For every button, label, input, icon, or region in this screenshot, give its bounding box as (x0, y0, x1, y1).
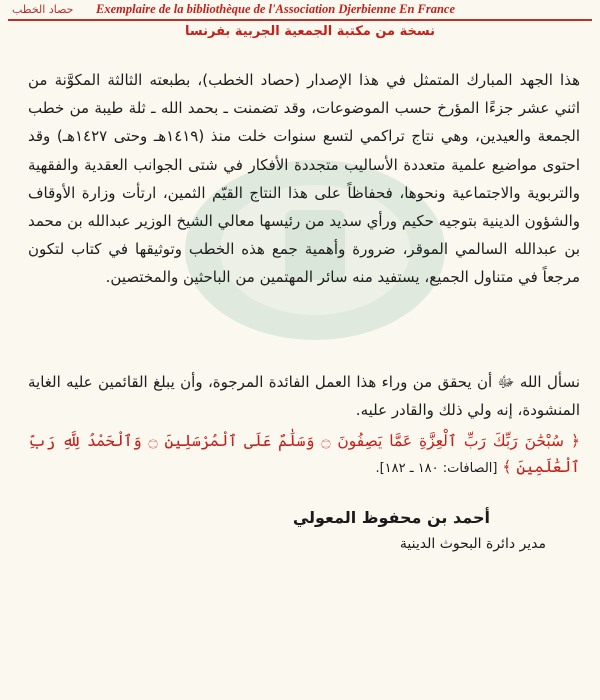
body-paragraph-1: هذا الجهد المبارك المتمثل في هذا الإصدار (حصاد الخطب)، بطبعته الثالثة المكوَّنة من اثني عشر جزءًا المؤرخ حسب الموضوعات، وقد تضمنت ـ بحمد الله ـ ثلة طيبة من خطب الجمعة والعيدين، وهي نتاج تراكمي لتسع سنوات خلت منذ (١٤١٩هـ وحتى ١٤٢٧هـ) وقد احتوى مواضيع علمية متعددة الأساليب متجددة الأفكار في شتى الجوانب العقدية والفقهية والتربوية والاجتماعية ونحوها، فحفاظاً على هذا النتاج القيّم الثمين، ارتأت وزارة الأوقاف والشؤون الدينية بتوجيه حكيم ورأي سديد من رئيسها معالي الشيخ الوزير عبدالله بن محمد بن عبدالله السالمي الموقر، ضرورة وأهمية جمع هذه الخطب وتوثيقها في كتاب لتكون مرجعاً في متناول الجميع، يستفيد منه سائر المهتمين من الباحثين والمختصين. (28, 71, 580, 287)
verse-text: ﴿ سُبْحَٰنَ رَبِّكَ رَبِّ ٱلْعِزَّةِ عَمَّا يَصِفُونَ ۝ وَسَلَٰمٌ عَلَى ٱلْمُرْسَلِينَ ۝ وَٱلْحَمْدُ لِلَّهِ رَبِّ ٱلْعَٰلَمِينَ ﴾ (28, 432, 580, 476)
signatory-name: أحمد بن محفوظ المعولي (292, 508, 490, 527)
header-rule (8, 19, 592, 21)
library-stamp-french: Exemplaire de la bibliothèque de l'Association Djerbienne En France (96, 2, 456, 16)
quran-verse (28, 428, 580, 482)
library-stamp-arabic: نسخة من مكتبة الجمعية الجربية بفرنسا (185, 24, 435, 39)
running-title: حصاد الخطب (12, 3, 74, 16)
signatory-title: مدير دائرة البحوث الدينية (399, 536, 546, 552)
verse-reference: [الصافات: ١٨٠ ـ ١٨٢]. (375, 461, 498, 476)
page-header (0, 0, 600, 44)
body-paragraph-2: نسأل الله ﷻ أن يحقق من وراء هذا العمل الفائدة المرجوة، وأن يبلغ القائمين عليه الغاية المنشودة، إنه ولي ذلك والقادر عليه. (28, 373, 580, 419)
